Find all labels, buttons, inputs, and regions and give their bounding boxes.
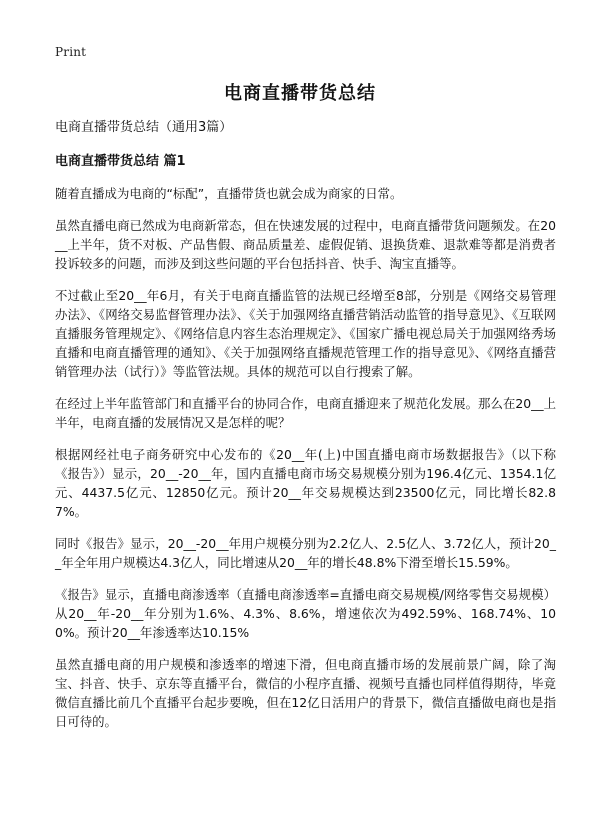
paragraph: 在经过上半年监管部门和直播平台的协同合作，电商直播迎来了规范化发展。那么在20__上半年，电商直播的发展情况又是怎样的呢？ — [55, 396, 556, 430]
paragraph: 同时《报告》显示，20__-20__年用户规模分别为2.2亿人、2.5亿人、3.72亿人，预计20__年全年用户规模达4.3亿人，同比增速从20__年的增长48.8%下滑至增长15.59%。 — [55, 536, 556, 570]
document-subtitle: 电商直播带货总结（通用3篇） — [55, 120, 233, 135]
print-link[interactable]: Print — [55, 45, 87, 59]
page-title: 电商直播带货总结 — [224, 83, 376, 104]
paragraph: 虽然直播电商的用户规模和渗透率的增速下滑，但电商直播市场的发展前景广阔，除了淘宝、抖音、快手、京东等直播平台，微信的小程序直播、视频号直播也同样值得期待，毕竟微信直播比前几个直播平台起步要晚，但在12亿日活用户的背景下，微信直播做电商也是指日可待的。 — [55, 657, 556, 729]
paragraph: 虽然直播电商已然成为电商新常态，但在快速发展的过程中，电商直播带货问题频发。在20__上半年，货不对板、产品售假、商品质量差、虚假促销、退换货难、退款难等都是消费者投诉较多的问题，而涉及到这些问题的平台包括抖音、快手、淘宝直播等。 — [55, 218, 556, 271]
section-heading: 电商直播带货总结 篇1 — [55, 154, 186, 169]
paragraph: 不过截止至20__年6月，有关于电商直播监管的法规已经增至8部，分别是《网络交易管理办法》、《网络交易监督管理办法》、《关于加强网络直播营销活动监管的指导意见》、《互联网直播服务管理规定》、《网络信息内容生态治理规定》、《国家广播电视总局关于加强网络秀场直播和电商直播管理的通知》、《关于加强网络直播规范管理工作的指导意见》、《网络直播营销管理办法（试行）》等监管法规。具体的规范可以自行搜索了解。 — [55, 288, 556, 379]
paragraph: 《报告》显示，直播电商渗透率（直播电商渗透率=直播电商交易规模/网络零售交易规模）从20__年-20__年分别为1.6%、4.3%、8.6%，增速依次为492.59%、168.74%、100%。预计20__年渗透率达10.15% — [55, 587, 556, 640]
paragraph: 随着直播成为电商的“标配”，直播带货也就会成为商家的日常。 — [55, 186, 403, 201]
document-body — [55, 118, 556, 744]
paragraph: 根据网经社电子商务研究中心发布的《20__年(上)中国直播电商市场数据报告》（以下称《报告》）显示，20__-20__年，国内直播电商市场交易规模分别为196.4亿元、1354.1亿元、4437.5亿元、12850亿元。预计20__年交易规模达到23500亿元，同比增长82.87%。 — [55, 447, 556, 519]
